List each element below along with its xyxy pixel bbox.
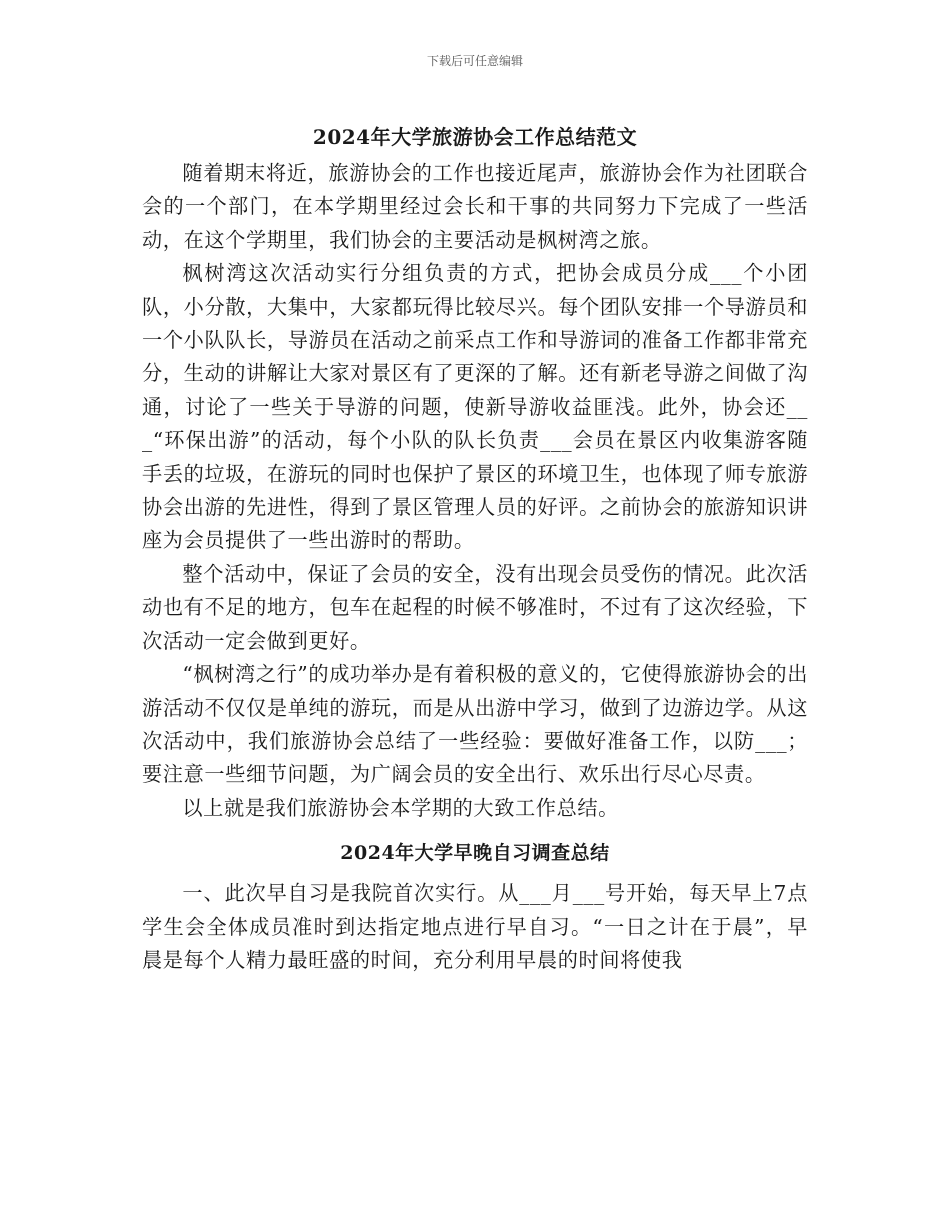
section-2-title: 2024年大学早晚自习调查总结 <box>340 842 610 865</box>
section-1-title: 2024年大学旅游协会工作总结范文 <box>312 125 638 149</box>
section-2-paragraph-1: 一、此次早自习是我院首次实行。从___月___号开始，每天早上7点学生会全体成员准时到达指定地点进行早自习。“一日之计在于晨”，早晨是每个人精力最旺盛的时间，充分利用早晨的时间将使我 <box>142 881 808 972</box>
document-body <box>142 118 808 977</box>
section-1-paragraph-5: 以上就是我们旅游协会本学期的大致工作总结。 <box>182 795 619 820</box>
page-header-note: 下载后可任意编辑 <box>426 54 523 68</box>
section-1-paragraph-2: 枫树湾这次活动实行分组负责的方式，把协会成员分成___个小团队，小分散，大集中，大家都玩得比较尽兴。每个团队安排一个导游员和一个小队队长，导游员在活动之前采点工作和导游词的准备工作都非常充分，生动的讲解让大家对景区有了更深的了解。还有新老导游之间做了沟通，讨论了一些关于导游的问题，使新导游收益匪浅。此外，协会还___“环保出游”的活动，每个小队的队长负责___会员在景区内收集游客随手丢的垃圾，在游玩的同时也保护了景区的环境卫生，也体现了师专旅游协会出游的先进性，得到了景区管理人员的好评。之前协会的旅游知识讲座为会员提供了一些出游时的帮助。 <box>142 261 808 553</box>
section-1-paragraph-1: 随着期末将近，旅游协会的工作也接近尾声，旅游协会作为社团联合会的一个部门，在本学期里经过会长和干事的共同努力下完成了一些活动，在这个学期里，我们协会的主要活动是枫树湾之旅。 <box>142 161 808 252</box>
section-1-paragraph-4: “枫树湾之行”的成功举办是有着积极的意义的，它使得旅游协会的出游活动不仅仅是单纯的游玩，而是从出游中学习，做到了边游边学。从这次活动中，我们旅游协会总结了一些经验：要做好准备工作，以防___；要注意一些细节问题，为广阔会员的安全出行、欢乐出行尽心尽责。 <box>142 662 808 787</box>
spacer <box>142 825 808 834</box>
section-1-paragraph-3: 整个活动中，保证了会员的安全，没有出现会员受伤的情况。此次活动也有不足的地方，包车在起程的时候不够准时，不过有了这次经验，下次活动一定会做到更好。 <box>142 561 808 653</box>
